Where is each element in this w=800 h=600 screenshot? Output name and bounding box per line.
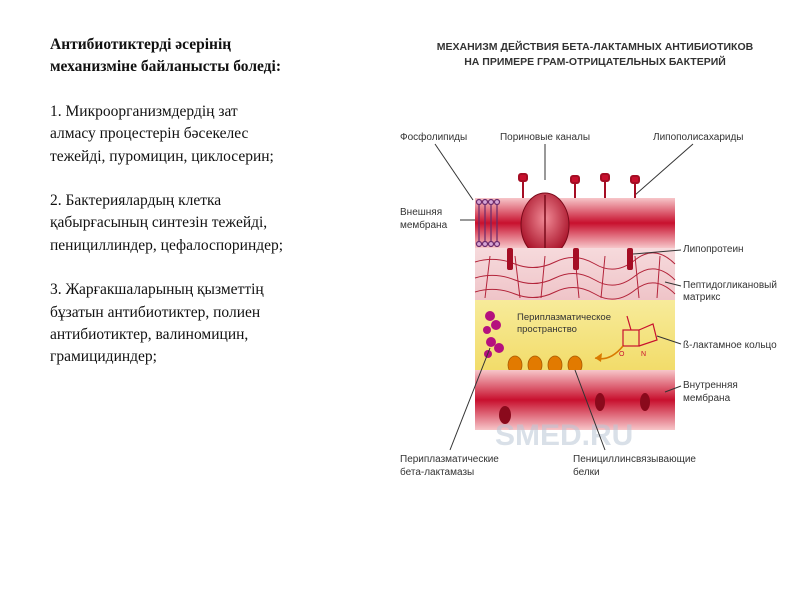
outer-membrane [475,198,675,248]
label-beta-lactam-ring: ß-лактамное кольцо [683,340,777,351]
label-phospholipids: Фосфолипиды [400,132,468,143]
label-periplasm-2: пространство [517,324,577,335]
item-3-line-1: 3. Жарғакшаларының қызметтің [50,281,264,299]
label-periplasm-1: Периплазматическое [517,312,611,323]
beta-lactam-mechanism-diagram [395,30,795,500]
diagram-title-2: НА ПРИМЕРЕ ГРАМ-ОТРИЦАТЕЛЬНЫХ БАКТЕРИЙ [464,56,726,68]
svg-text:O: O [619,351,625,358]
label-lipoprotein: Липопротеин [683,244,744,255]
diagram-title-1: МЕХАНИЗМ ДЕЙСТВИЯ БЕТА-ЛАКТАМНЫХ АНТИБИОТИКОВ [436,41,754,53]
label-beta-lactamases-1: Периплазматические [400,454,499,465]
item-3-line-4: грамицидиндер; [50,348,157,366]
label-inner-membrane-2: мембрана [683,393,731,404]
item-3-line-3: антибиотиктер, валиномицин, [50,326,249,344]
text-block [50,34,395,369]
item-1-line-3: тежейді, пуромицин, циклосерин; [50,147,274,165]
label-inner-membrane-1: Внутренняя [683,380,738,391]
item-2-line-3: пенициллиндер, цефалоспориндер; [50,236,284,254]
label-pbp-1: Пенициллинсвязывающие [573,454,696,465]
label-lps: Липополисахариды [653,132,744,143]
heading-line-1: Антибиотиктерді әсерінің [50,36,232,53]
svg-text:N: N [641,351,647,358]
label-peptidoglycan-1: Пептидогликановый [683,280,777,291]
leader-lines-top [435,144,693,200]
item-2-line-1: 2. Бактериялардың клетка [50,192,222,210]
item-3-line-2: бұзатын антибиотиктер, полиен [50,303,261,321]
label-peptidoglycan-2: матрикс [683,292,721,303]
label-outer-membrane-1: Внешняя [400,207,443,218]
label-outer-membrane-2: мембрана [400,220,448,231]
label-porin-channels: Пориновые каналы [499,132,591,143]
label-beta-lactamases-2: бета-лактамазы [400,467,475,478]
item-2-line-2: қабырғасының синтезін тежейді, [50,214,268,232]
heading-line-2: механизміне байланысты боледі: [50,58,281,76]
watermark: SMED.RU [495,419,634,452]
label-pbp-2: белки [573,467,600,478]
item-1-line-1: 1. Микроорганизмдердің зат [50,102,238,120]
item-1-line-2: алмасу процестерін бәсекелес [50,125,249,143]
